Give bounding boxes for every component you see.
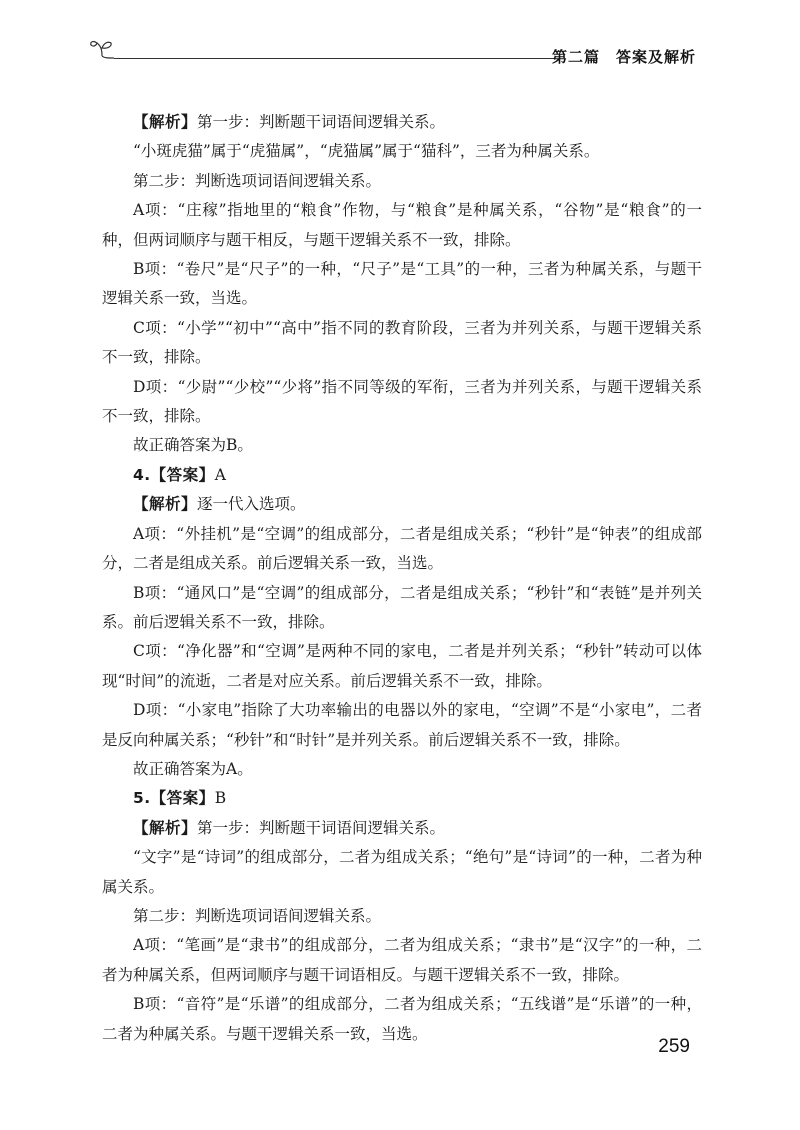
paragraph-text: 故正确答案为A。: [133, 759, 253, 778]
paragraph-text: A项：“外挂机”是“空调”的组成部分，二者是组成关系；“秒针”是“钟表”的组成部分，二者是组成关系。前后逻辑关系一致，当选。: [102, 524, 702, 573]
paragraph-text: B项：“通风口”是“空调”的组成部分，二者是组成关系；“秒针”和“表链”是并列关系。前后逻辑关系不一致，排除。: [102, 583, 702, 631]
paragraph: [102, 373, 702, 432]
paragraph-text: C项：“小学”“初中”“高中”指不同的教育阶段，三者为并列关系，与题干逻辑关系不一致，排除。: [102, 318, 702, 367]
paragraph: [102, 490, 702, 519]
paragraph-tag: 【解析】: [133, 495, 198, 514]
section-title: 第二篇 答案及解析: [551, 48, 696, 66]
paragraph-text: B项：“音符”是“乐谱”的组成部分，二者为组成关系；“五线谱”是“乐谱”的一种，二者为种属关系。与题干逻辑关系一致，当选。: [102, 995, 702, 1043]
paragraph-text: A项：“笔画”是“隶书”的组成部分，二者为组成关系；“隶书”是“汉字”的一种，二者为种属关系，但两词顺序与题干词语相反。与题干逻辑关系不一致，排除。: [102, 936, 702, 984]
paragraph-text: A: [214, 465, 226, 484]
paragraph: [102, 196, 702, 255]
header-rule: [114, 58, 554, 59]
paragraph-tag: 5.【答案】: [133, 789, 215, 808]
paragraph: [102, 814, 702, 843]
paragraph: [102, 461, 702, 490]
paragraph-text: 第二步：判断选项词语间逻辑关系。: [133, 906, 382, 925]
paragraph: [102, 431, 702, 460]
paragraph-text: C项：“净化器”和“空调”是两种不同的家电，二者是并列关系；“秒针”转动可以体现“时间”的流逝，二者是对应关系。前后逻辑关系不一致，排除。: [102, 642, 702, 690]
paragraph: [102, 990, 702, 1049]
paragraph: [102, 902, 702, 931]
paragraph-text: 第一步：判断题干词语间逻辑关系。: [197, 113, 446, 131]
paragraph-text: B项：“卷尺”是“尺子”的一种，“尺子”是“工具”的一种，三者为种属关系，与题干逻辑关系一致，当选。: [102, 260, 702, 308]
paragraph-text: B: [214, 789, 227, 808]
paragraph-text: “小斑虎猫”属于“虎猫属”，“虎猫属”属于“猫科”，三者为种属关系。: [133, 142, 600, 161]
paragraph-tag: 4.【答案】: [133, 465, 215, 484]
paragraph: [102, 108, 702, 137]
paragraph-tag: 【解析】: [133, 818, 198, 837]
paragraph: [102, 579, 702, 638]
running-header: [88, 34, 700, 66]
paragraph-tag: 【解析】: [133, 113, 198, 131]
paragraph-text: 逐一代入选项。: [197, 495, 306, 514]
paragraph: [102, 696, 702, 755]
paragraph-text: 第一步：判断题干词语间逻辑关系。: [197, 818, 446, 837]
paragraph-text: 故正确答案为B。: [133, 436, 253, 455]
paragraph: [102, 637, 702, 696]
paragraph-text: D项：“小家电”指除了大功率输出的电器以外的家电，“空调”不是“小家电”，二者是反向种属关系；“秒针”和“时针”是并列关系。前后逻辑关系不一致，排除。: [102, 701, 702, 749]
paragraph: [102, 520, 702, 579]
paragraph: [102, 314, 702, 373]
paragraph: [102, 784, 702, 813]
paragraph-text: D项：“少尉”“少校”“少将”指不同等级的军衔，三者为并列关系，与题干逻辑关系不一致，排除。: [102, 377, 702, 426]
paragraph: [102, 755, 702, 784]
paragraph: [102, 167, 702, 196]
paragraph: [102, 931, 702, 990]
paragraph-text: “文字”是“诗词”的组成部分，二者为组成关系；“绝句”是“诗词”的一种，二者为种属关系。: [102, 848, 702, 896]
paragraph: [102, 137, 702, 166]
answer-explanations: [102, 108, 702, 1049]
paragraph-text: A项：“庄稼”指地里的“粮食”作物，与“粮食”是种属关系，“谷物”是“粮食”的一种，但两词顺序与题干相反，与题干逻辑关系不一致，排除。: [102, 201, 702, 249]
paragraph: [102, 255, 702, 314]
page-number: 259: [658, 1036, 690, 1057]
paragraph: [102, 843, 702, 902]
paragraph-text: 第二步：判断选项词语间逻辑关系。: [133, 171, 382, 190]
sprout-icon: [88, 34, 118, 64]
